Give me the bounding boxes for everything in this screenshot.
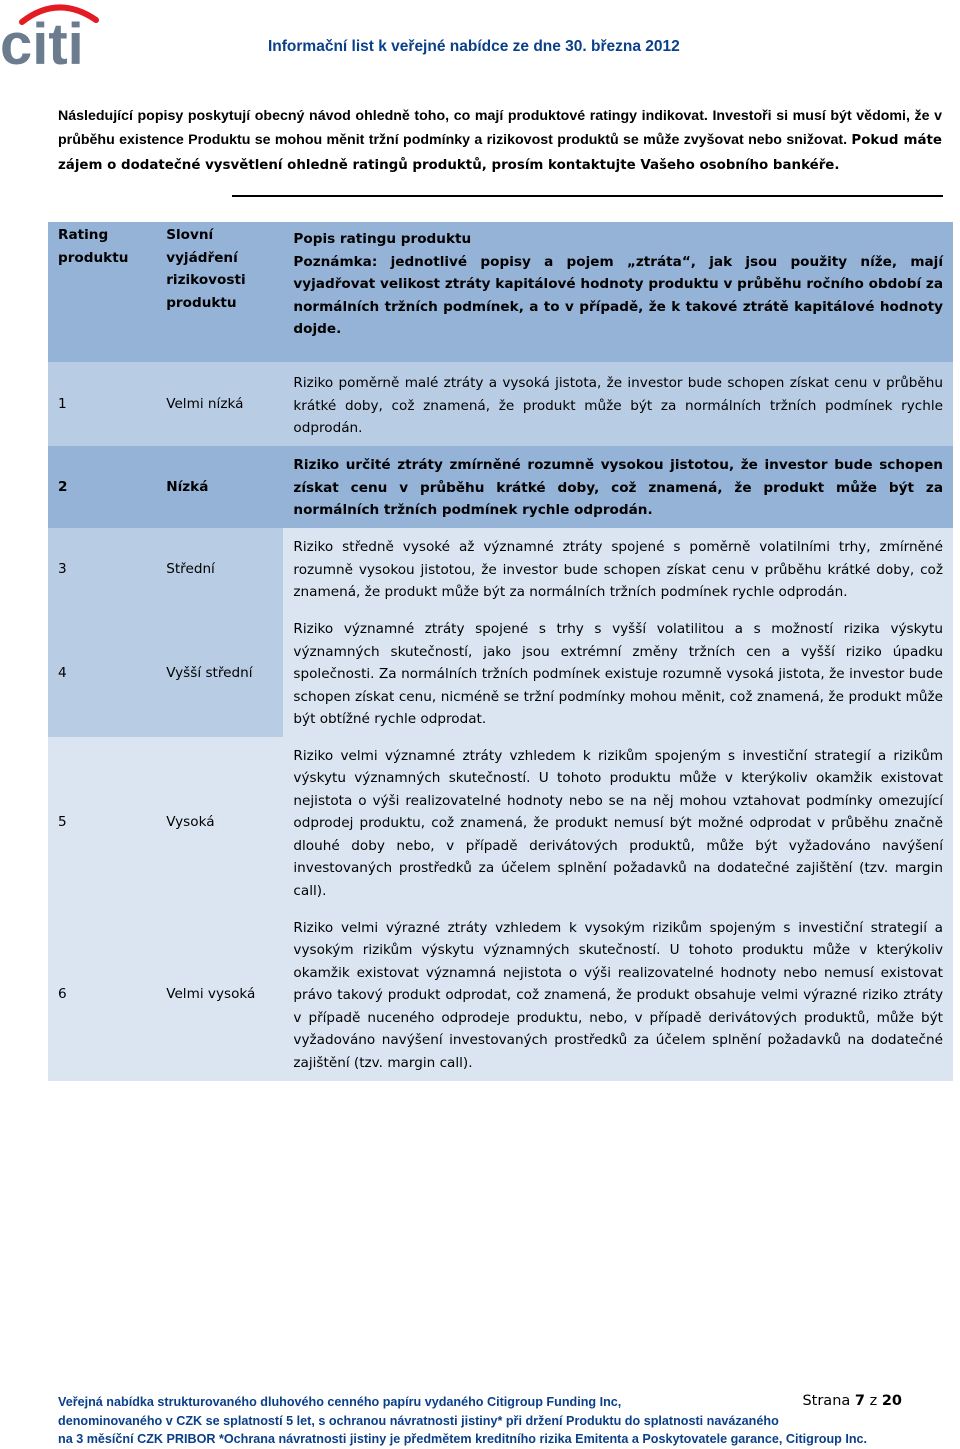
verbal-cell: Velmi vysoká	[156, 909, 283, 1081]
verbal-cell: Velmi nízká	[156, 362, 283, 446]
header-verbal: Slovní vyjádření rizikovosti produktu	[156, 222, 283, 362]
table-row	[48, 362, 953, 446]
description-cell: Riziko velmi významné ztráty vzhledem k rizikům spojeným s investiční strategií a rizikům výskytu významných skutečností. U tohoto produktu může v kterýkoliv okamžik existovat nejistota o výši realizovatelné hodnoty nebo se na něj mohou vztahovat podmínky omezující odprodej produktu, což znamená, že produkt nemusí být možné odprodat v průběhu značně dlouhé doby nebo, v případě derivátových produktů, může být vyžadováno navýšení investovaných prostředků za účelem splnění požadavků na dodatečné zajištění (tzv. margin call).	[283, 737, 953, 909]
citi-logo	[0, 2, 104, 66]
verbal-cell: Vyšší střední	[156, 610, 283, 737]
footer-line-1: Veřejná nabídka strukturovaného dluhového cenného papíru vydaného Citigroup Funding Inc,	[58, 1395, 622, 1409]
rating-cell: 2	[48, 446, 156, 528]
page-word: Strana	[802, 1393, 851, 1409]
description-cell: Riziko velmi výrazné ztráty vzhledem k vysokým rizikům spojeným s investiční strategií a vysokým rizikům výskytu významných skutečností. U tohoto produktu může v kterýkoliv okamžik existovat významná nejistota o výši realizovatelné hodnoty nebo nemusí existovat právo takový produkt odprodat, což znamená, že produkt obsahuje velmi výrazné riziko ztráty v případě nuceného odprodeje produktu, nebo, v případě derivátových produktů, může být vyžadováno navýšení investovaných prostředků za účelem splnění požadavků na dodatečné zajištění (tzv. margin call).	[283, 909, 953, 1081]
verbal-cell: Nízká	[156, 446, 283, 528]
page-current: 7	[854, 1393, 865, 1409]
document-title: Informační list k veřejné nabídce ze dne 30. března 2012	[268, 38, 680, 55]
table-row	[48, 528, 953, 610]
page-number	[802, 1393, 902, 1409]
footer-line-3: na 3 měsíční CZK PRIBOR *Ochrana návratnosti jistiny je předmětem kreditního rizika Emitenta a Poskytovatele garance, Citigroup Inc.	[58, 1432, 868, 1446]
header-desc-note: Poznámka: jednotlivé popisy a pojem „ztráta“, jak jsou použity níže, mají vyjadřovat velikost ztráty kapitálové hodnoty produktu v průběhu ročního období za normálních tržních podmínek, a to v případě, že k takové ztrátě kapitálové hodnoty dojde.	[293, 253, 943, 337]
description-cell: Riziko určité ztráty zmírněné rozumně vysokou jistotou, že investor bude schopen získat cenu v průběhu krátké doby, což znamená, že produkt může být za normálních tržních podmínek rychle odprodán.	[283, 446, 953, 528]
header-desc-title: Popis ratingu produktu	[293, 231, 472, 247]
table-row	[48, 610, 953, 737]
table-row	[48, 737, 953, 909]
intro-text-b: Pokud máte zájem o dodatečné vysvětlení ohledně ratingů produktů, prosím kontaktujte Vašeho osobního bankéře.	[58, 133, 942, 173]
logo-text: citi	[0, 12, 84, 66]
rating-cell: 5	[48, 737, 156, 909]
rating-cell: 6	[48, 909, 156, 1081]
rating-cell: 3	[48, 528, 156, 610]
divider-line	[232, 195, 943, 197]
description-cell: Riziko středně vysoké až významné ztráty spojené s poměrně volatilními trhy, zmírněné rozumně vysokou jistotou, že investor bude schopen získat cenu v průběhu krátké doby, což znamená, že produkt může být za normálních tržních podmínek rychle odprodán.	[283, 528, 953, 610]
footer-line-2: denominovaného v CZK se splatností 5 let, s ochranou návratnosti jistiny* při držení Produktu do splatnosti navázaného	[58, 1413, 779, 1428]
rating-cell: 1	[48, 362, 156, 446]
table-row	[48, 446, 953, 528]
header-description	[283, 222, 953, 362]
page-total: 20	[881, 1393, 902, 1409]
header-rating: Rating produktu	[48, 222, 156, 362]
rating-cell: 4	[48, 610, 156, 737]
intro-paragraph	[58, 104, 942, 178]
verbal-cell: Střední	[156, 528, 283, 610]
verbal-cell: Vysoká	[156, 737, 283, 909]
intro-text-a: Následující popisy poskytují obecný návod ohledně toho, co mají produktové ratingy indikovat. Investoři si musí být vědomi, že v průběhu existence Produktu se mohou měnit tržní podmínky a rizikovost produktů se může zvyšovat nebo snižovat.	[58, 108, 942, 148]
rating-table	[48, 222, 953, 1081]
description-cell: Riziko poměrně malé ztráty a vysoká jistota, že investor bude schopen získat cenu v průběhu krátké doby, což znamená, že produkt může být za normálních tržních podmínek rychle odprodán.	[283, 362, 953, 446]
page-separator: z	[869, 1393, 878, 1409]
description-cell: Riziko významné ztráty spojené s trhy s vyšší volatilitou a s možností rizika výskytu významných skutečností, jako jsou extrémní změny tržních cen a vyšší riziko úpadku společnosti. Za normálních tržních podmínek existuje rozumně vysoká jistota, že investor bude schopen získat cenu, nicméně se tržní podmínky mohou měnit, což znamená, že produkt může být obtížné rychle odprodat.	[283, 610, 953, 737]
table-row	[48, 909, 953, 1081]
table-header-row	[48, 222, 953, 362]
